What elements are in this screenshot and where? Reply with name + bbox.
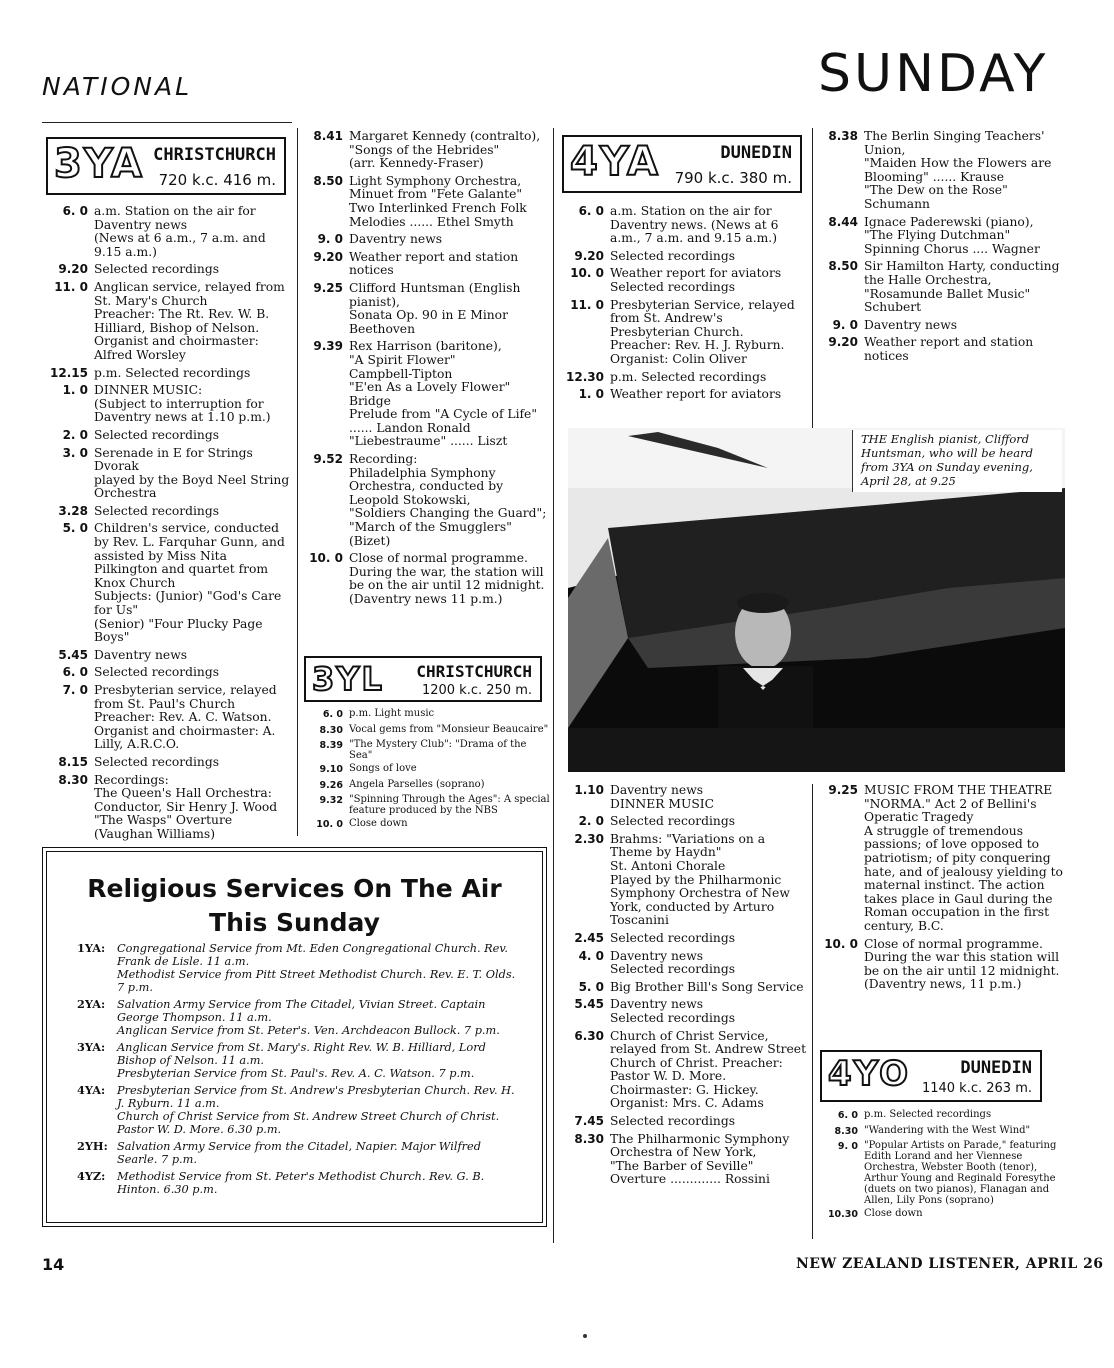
time: 9.52 <box>313 452 343 467</box>
programme: Daventry news Selected recordings <box>610 948 736 977</box>
column-rule <box>297 128 298 836</box>
time: 9.25 <box>313 280 343 295</box>
religious-title: Religious Services On The Air This Sunday <box>87 874 502 937</box>
programme: p.m. Selected recordings <box>864 1109 992 1120</box>
schedule-item <box>303 794 550 816</box>
station-city: CHRISTCHURCH <box>153 145 276 165</box>
schedule-item <box>42 649 292 663</box>
column-rule <box>553 128 554 1243</box>
time: 9.25 <box>828 783 858 797</box>
programme: Daventry news <box>94 647 188 662</box>
schedule-item <box>303 552 550 606</box>
religious-row <box>77 1041 517 1080</box>
time: 11. 0 <box>54 279 88 294</box>
service-text: Salvation Army Service from The Citadel, Vivian Street. Captain George Thompson. 11 a.m. Anglican Service from St. Peter's. Ven. Archdeacon Bullock. 7 p.m. <box>117 998 500 1037</box>
schedule-3ya-cont <box>303 130 550 611</box>
programme: Rex Harrison (baritone), "A Spirit Flower" Campbell-Tipton "E'en As a Lovely Flower" Bridge Prelude from "A Cycle of Life" ...... Landon Ronald "Liebestraume" ...... Liszt <box>349 339 537 449</box>
programme: DINNER MUSIC: (Subject to interruption for Daventry news at 1.10 p.m.) <box>94 383 271 425</box>
programme: Daventry news <box>864 317 958 332</box>
station-code: 4YZ: <box>77 1169 106 1183</box>
time: 10. 0 <box>570 266 604 281</box>
programme: "Wandering with the West Wind" <box>864 1124 1031 1136</box>
programme: Daventry news <box>349 232 443 247</box>
schedule-item <box>303 340 550 449</box>
schedule-item <box>303 233 550 247</box>
schedule-item <box>818 130 1064 212</box>
time: 9.10 <box>319 764 343 776</box>
time: 9.32 <box>319 795 343 807</box>
station-box-3ya <box>46 137 286 195</box>
programme: MUSIC FROM THE THEATRE "NORMA." Act 2 of Bellini's Operatic Tragedy A struggle of tremendous passions; of love opposed to patriotism; of pity conquering hate, and of jealousy yielding to maternal instinct. The action takes place in Gaul during the Roman occupation in the first century, B.C. <box>864 783 1063 933</box>
schedule-item <box>42 666 292 680</box>
time: 3. 0 <box>62 445 88 460</box>
time: 5. 0 <box>578 979 604 994</box>
time: 8.38 <box>828 129 858 143</box>
schedule-4yo <box>818 1109 1064 1224</box>
speck <box>583 1334 587 1338</box>
schedule-item <box>558 815 806 829</box>
schedule-item <box>558 299 806 367</box>
station-city: DUNEDIN <box>960 1058 1032 1078</box>
schedule-4ya-afternoon <box>558 784 806 1191</box>
programme: Selected recordings <box>610 248 736 263</box>
schedule-item <box>42 367 292 381</box>
station-box-4yo <box>820 1050 1042 1102</box>
station-code: 1YA: <box>77 941 106 955</box>
time: 8.50 <box>313 173 343 188</box>
station-box-4ya <box>562 135 802 193</box>
station-freq: 720 k.c. 416 m. <box>158 171 276 189</box>
station-call: 4YO <box>828 1054 910 1094</box>
schedule-item <box>42 756 292 770</box>
time: 8.39 <box>319 740 343 752</box>
station-freq: 1140 k.c. 263 m. <box>921 1081 1032 1096</box>
programme: Clifford Huntsman (English pianist), Sonata Op. 90 in E Minor Beethoven <box>349 280 521 336</box>
time: 10. 0 <box>824 936 858 951</box>
programme: Church of Christ Service, relayed from St. Andrew Street Church of Christ. Preacher: Pastor W. D. More. Choirmaster: G. Hickey. Organist: Mrs. C. Adams <box>610 1028 807 1111</box>
schedule-item <box>558 250 806 264</box>
time: 8.30 <box>574 1131 604 1146</box>
schedule-item <box>558 950 806 977</box>
programme: p.m. Selected recordings <box>94 365 251 380</box>
station-code: 2YH: <box>77 1139 108 1153</box>
time: 8.44 <box>828 214 858 229</box>
religious-row <box>77 1084 517 1136</box>
time: 6. 0 <box>837 1110 858 1121</box>
schedule-item <box>558 1115 806 1129</box>
time: 8.30 <box>834 1125 858 1137</box>
religious-list <box>77 942 517 1200</box>
schedule-item <box>42 429 292 443</box>
station-call: 3YL <box>312 660 384 698</box>
time: 5.45 <box>574 997 604 1012</box>
programme: Weather report for aviators Selected recordings <box>610 266 782 294</box>
schedule-3ya <box>42 205 292 846</box>
time: 8.30 <box>58 772 88 787</box>
programme: Selected recordings <box>94 427 220 442</box>
time: 8.15 <box>58 754 88 769</box>
time: 9.26 <box>319 779 343 791</box>
time: 5.45 <box>58 647 88 662</box>
programme: Serenade in E for Strings Dvorak played by the Boyd Neel String Orchestra <box>94 445 290 501</box>
time: 12.30 <box>566 369 604 384</box>
service-text: Presbyterian Service from St. Andrew's Presbyterian Church. Rev. H. J. Ryburn. 11 a.m. Church of Christ Service from St. Andrew Street Church of Christ. Pastor W. D. More. 6.30 p.m. <box>117 1084 515 1136</box>
time: 1. 0 <box>578 387 604 402</box>
programme: The Philharmonic Symphony Orchestra of New York, "The Barber of Seville" Overture ............. Rossini <box>610 1131 790 1187</box>
time: 9.20 <box>58 262 88 277</box>
station-city: DUNEDIN <box>720 143 792 163</box>
programme: Selected recordings <box>94 262 220 277</box>
schedule-item <box>818 784 1064 934</box>
schedule-item <box>303 453 550 548</box>
time: 2.30 <box>574 831 604 846</box>
station-code: 4YA: <box>77 1083 106 1097</box>
page-number: 14 <box>42 1255 65 1274</box>
schedule-item <box>303 779 550 793</box>
programme: Songs of love <box>349 763 417 775</box>
schedule-item <box>303 724 550 738</box>
time: 2.45 <box>574 930 604 945</box>
schedule-item <box>558 784 806 811</box>
schedule-item <box>42 384 292 425</box>
schedule-item <box>818 336 1064 363</box>
programme: Margaret Kennedy (contralto), "Songs of the Hebrides" (arr. Kennedy-Fraser) <box>349 129 541 171</box>
service-text: Salvation Army Service from the Citadel, Napier. Major Wilfred Searle. 7 p.m. <box>117 1140 481 1166</box>
programme: Ignace Paderewski (piano), "The Flying Dutchman" Spinning Chorus .... Wagner <box>864 214 1040 256</box>
schedule-item <box>558 981 806 995</box>
programme: Light Symphony Orchestra, Minuet from "Fete Galante" Two Interlinked French Folk Melodies ...... Ethel Smyth <box>349 173 527 229</box>
time: 9.39 <box>313 339 343 354</box>
station-box-3yl <box>304 656 542 702</box>
time: 6. 0 <box>578 204 604 218</box>
schedule-item <box>818 1208 1064 1222</box>
time: 1. 0 <box>62 383 88 398</box>
station-code: 2YA: <box>77 997 106 1011</box>
programme: a.m. Station on the air for Daventry news (News at 6 a.m., 7 a.m. and 9.15 a.m.) <box>94 204 266 259</box>
schedule-item <box>42 281 292 363</box>
time: 2. 0 <box>62 427 88 442</box>
religious-row <box>77 942 517 994</box>
time: 3.28 <box>58 503 88 518</box>
time: 6. 0 <box>322 709 343 720</box>
programme: Close of normal programme. During the war this station will be on the air until 12 midnight. (Daventry news, 11 p.m.) <box>864 936 1060 992</box>
programme: Selected recordings <box>94 665 220 680</box>
programme: Selected recordings <box>610 814 736 829</box>
schedule-4ya <box>558 205 806 406</box>
programme: Selected recordings <box>610 930 736 945</box>
programme: Recording: Philadelphia Symphony Orchestra, conducted by Leopold Stokowski, "Soldiers Changing the Guard"; "March of the Smugglers" (Bizet) <box>349 452 547 548</box>
column-rule <box>812 784 813 1239</box>
time: 6. 0 <box>62 665 88 680</box>
programme: Big Brother Bill's Song Service <box>610 979 804 994</box>
time: 9. 0 <box>832 317 858 332</box>
time: 12.15 <box>50 365 88 380</box>
schedule-item <box>558 388 806 402</box>
programme: Selected recordings <box>610 1114 736 1129</box>
service-text: Methodist Service from St. Peter's Methodist Church. Rev. G. B. Hinton. 6.30 p.m. <box>117 1170 485 1196</box>
time: 8.30 <box>319 724 343 736</box>
schedule-item <box>42 447 292 501</box>
time: 2. 0 <box>578 814 604 829</box>
schedule-item <box>818 260 1064 314</box>
schedule-item <box>303 175 550 229</box>
schedule-item <box>303 282 550 336</box>
schedule-item <box>42 505 292 519</box>
time: 1.10 <box>574 783 604 797</box>
schedule-item <box>42 774 292 842</box>
time: 6. 0 <box>62 204 88 218</box>
schedule-item <box>818 1140 1064 1206</box>
time: 9.20 <box>574 248 604 263</box>
station-freq: 1200 k.c. 250 m. <box>421 683 532 698</box>
rule <box>42 122 292 123</box>
religious-services-box <box>42 847 547 1227</box>
programme: Selected recordings <box>94 754 220 769</box>
programme: Vocal gems from "Monsieur Beaucaire" <box>349 723 549 735</box>
time: 8.41 <box>313 129 343 143</box>
schedule-item <box>42 522 292 644</box>
time: 9.20 <box>313 249 343 264</box>
time: 10. 0 <box>309 551 343 566</box>
programme: Close down <box>349 818 408 830</box>
day-title: SUNDAY <box>818 44 1049 104</box>
schedule-item <box>558 205 806 246</box>
schedule-item <box>42 205 292 259</box>
programme: Presbyterian Service, relayed from St. Andrew's Presbyterian Church. Preacher: Rev. H. J. Ryburn. Organist: Colin Oliver <box>610 297 795 366</box>
schedule-item <box>558 1030 806 1112</box>
programme: Daventry news DINNER MUSIC <box>610 783 715 811</box>
programme: Close of normal programme. During the war, the station will be on the air until 12 midnight. (Daventry news 11 p.m.) <box>349 551 545 606</box>
schedule-item <box>303 739 550 761</box>
schedule-item <box>558 1133 806 1187</box>
programme: "The Mystery Club": "Drama of the Sea" <box>349 739 527 762</box>
religious-row <box>77 1170 517 1196</box>
time: 6.30 <box>574 1028 604 1043</box>
programme: Presbyterian service, relayed from St. Paul's Church Preacher: Rev. A. C. Watson. Organist and choirmaster: A. Lilly, A.R.C.O. <box>94 683 277 752</box>
programme: p.m. Light music <box>349 708 435 719</box>
programme: Close down <box>864 1208 923 1220</box>
programme: Children's service, conducted by Rev. L. Farquhar Gunn, and assisted by Miss Nita Pilkington and quartet from Knox Church Subjects: (Junior) "God's Care for Us" (Senior) "Four Plucky Page Boys" <box>94 521 285 645</box>
schedule-item <box>818 938 1064 992</box>
schedule-item <box>303 818 550 832</box>
station-city: CHRISTCHURCH <box>416 662 532 681</box>
section-label: NATIONAL <box>42 72 193 101</box>
programme: a.m. Station on the air for Daventry news. (News at 6 a.m., 7 a.m. and 9.15 a.m.) <box>610 204 779 246</box>
religious-row <box>77 1140 517 1166</box>
time: 11. 0 <box>570 297 604 312</box>
programme: Angela Parselles (soprano) <box>349 778 485 790</box>
station-call: 4YA <box>570 139 660 185</box>
schedule-item <box>303 251 550 278</box>
programme: Weather report for aviators <box>610 387 782 402</box>
programme: Weather report and station notices <box>864 335 1034 363</box>
time: 10.30 <box>827 1209 858 1221</box>
schedule-item <box>303 130 550 171</box>
time: 7.45 <box>574 1114 604 1129</box>
service-text: Anglican Service from St. Mary's. Right Rev. W. B. Hilliard, Lord Bishop of Nelson. 11 a.m. Presbyterian Service from St. Paul's. Rev. A. C. Watson. 7 p.m. <box>117 1041 486 1080</box>
station-code: 3YA: <box>77 1040 106 1054</box>
programme: p.m. Selected recordings <box>610 369 767 384</box>
programme: Selected recordings <box>94 503 220 518</box>
schedule-item <box>818 1125 1064 1139</box>
time: 9.20 <box>828 335 858 350</box>
time: 7. 0 <box>62 683 88 697</box>
programme: Brahms: "Variations on a Theme by Haydn" St. Antoni Chorale Played by the Philharmonic Symphony Orchestra of New York, conducted by Arturo Toscanini <box>610 831 790 928</box>
schedule-item <box>558 267 806 294</box>
station-call: 3YA <box>54 141 144 187</box>
schedule-item <box>818 216 1064 257</box>
schedule-item <box>303 763 550 777</box>
schedule-item <box>42 263 292 277</box>
station-freq: 790 k.c. 380 m. <box>674 169 792 187</box>
programme: "Spinning Through the Ages": A special feature produced by the NBS <box>349 794 550 817</box>
time: 9. 0 <box>837 1141 858 1153</box>
programme: "Popular Artists on Parade," featuring Edith Lorand and her Viennese Orchestra, Webster Booth (tenor), Arthur Young and Reginald Foresythe (duets on two pianos), Flanagan and Allen, Lily Pons (soprano) <box>864 1140 1057 1207</box>
service-text: Congregational Service from Mt. Eden Congregational Church. Rev. Frank de Lisle. 11 a.m. Methodist Service from Pitt Street Methodist Church. Rev. E. T. Olds. 7 p.m. <box>117 942 516 994</box>
schedule-item <box>42 684 292 752</box>
time: 9. 0 <box>317 232 343 247</box>
schedule-item <box>558 998 806 1025</box>
programme: Recordings: The Queen's Hall Orchestra: Conductor, Sir Henry J. Wood "The Wasps" Overture (Vaughan Williams) <box>94 772 278 841</box>
programme: Weather report and station notices <box>349 249 519 278</box>
schedule-item <box>303 708 550 722</box>
programme: The Berlin Singing Teachers' Union, "Maiden How the Flowers are Blooming" ...... Krause "The Dew on the Rose" Schumann <box>864 129 1052 211</box>
schedule-4ya-evening <box>818 130 1064 368</box>
time: 10. 0 <box>316 819 343 831</box>
time: 5. 0 <box>62 521 88 536</box>
programme: Daventry news Selected recordings <box>610 997 736 1025</box>
religious-row <box>77 998 517 1037</box>
schedule-item <box>818 1109 1064 1123</box>
schedule-item <box>818 319 1064 333</box>
publication-line: NEW ZEALAND LISTENER, APRIL 26 <box>796 1256 1104 1272</box>
photo-caption: THE English pianist, Clifford Huntsman, who will be heard from 3YA on Sunday evening, April 28, at 9.25 <box>852 430 1062 492</box>
schedule-3yl <box>303 708 550 834</box>
time: 4. 0 <box>578 948 604 963</box>
time: 8.50 <box>828 259 858 274</box>
programme: Anglican service, relayed from St. Mary's Church Preacher: The Rt. Rev. W. B. Hilliard, Bishop of Nelson. Organist and choirmaster: Alfred Worsley <box>94 279 285 362</box>
schedule-item <box>558 833 806 928</box>
programme: Sir Hamilton Harty, conducting the Halle Orchestra, "Rosamunde Ballet Music" Schubert <box>864 259 1060 315</box>
schedule-4ya-late <box>818 784 1064 996</box>
column-rule <box>812 128 813 428</box>
schedule-item <box>558 371 806 385</box>
schedule-item <box>558 932 806 946</box>
